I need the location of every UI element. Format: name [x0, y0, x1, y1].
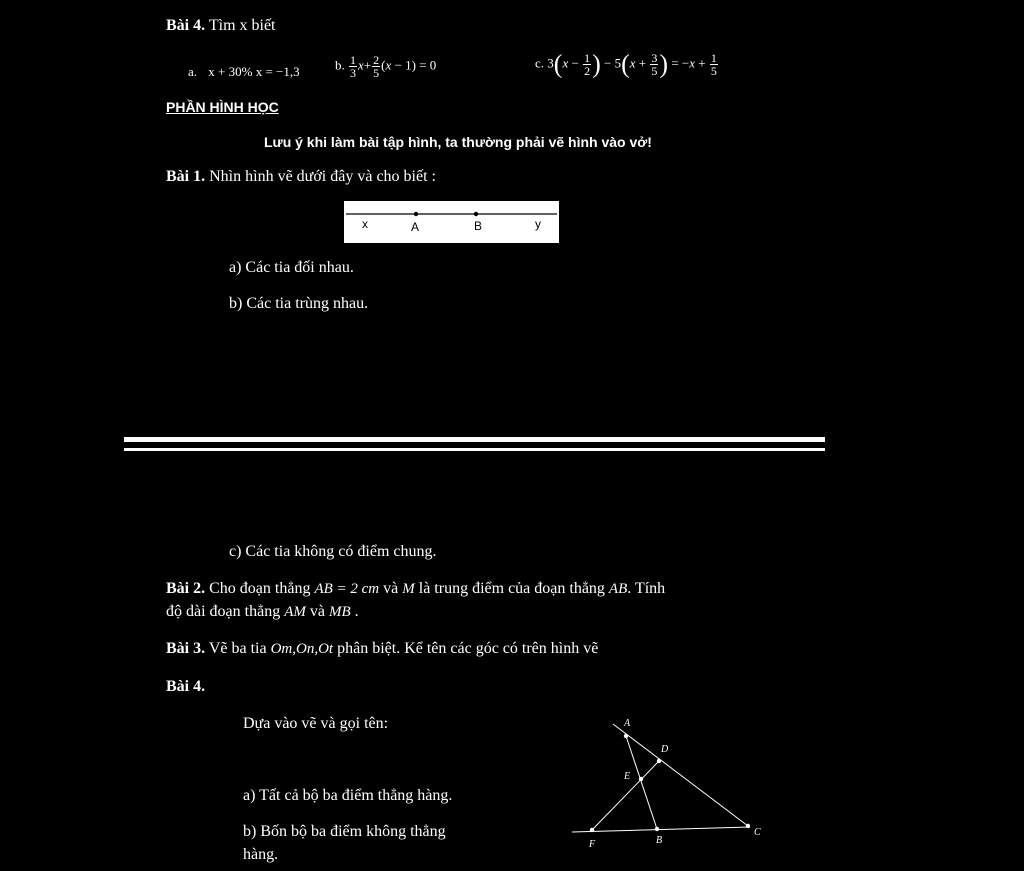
point-m: M — [402, 581, 415, 597]
exercise-1-text: Nhìn hình vẽ dưới đây và cho biết : — [209, 168, 436, 185]
exercise-4-part-b-line-1: b) Bốn bộ ba điểm không thẳng — [243, 823, 446, 840]
exercise-4-part-a: a) Tất cả bộ ba điểm thẳng hàng. — [243, 787, 453, 804]
point-f-dot — [590, 828, 594, 832]
point-a-dot — [414, 212, 418, 216]
exercise-1-statement — [166, 168, 436, 186]
segment-mb: MB — [328, 604, 351, 620]
exercise-3-text-cont: phân biệt. Kể tên các góc có trên hình vẽ — [337, 640, 599, 657]
exercise-2-text-end: . Tính — [627, 580, 666, 597]
exercise-2-text: Cho đoạn thẳng — [209, 580, 311, 597]
point-b-dot — [474, 212, 478, 216]
algebra-exercise-title — [166, 17, 276, 35]
equation-a — [188, 64, 300, 80]
exercise-1-part-a: a) Các tia đối nhau. — [229, 259, 354, 276]
exercise-3-number: Bài 3. — [166, 640, 206, 657]
equation-b: b. $\frac{1}{3}$ x+ $\frac{2}{5}$ (x − 1) = 0 — [335, 53, 437, 80]
exercise-2-text-line2: độ dài đoạn thẳng — [166, 603, 281, 620]
label-point-b: B — [656, 835, 663, 846]
exercise-4-part-b-line-2: hàng. — [243, 846, 279, 863]
exercise-1-part-b: b) Các tia trùng nhau. — [229, 295, 369, 312]
point-e-dot — [639, 777, 643, 781]
equation-c: c. 3(x − $\frac{1}{2}$ ) − 5(x + $\frac{3}{5}$ ) = −x + $\frac{1}{5}$ — [535, 49, 717, 79]
exercise-2-line-1 — [166, 580, 665, 598]
equation-b-label: b. — [335, 57, 345, 73]
label-x: x — [362, 217, 368, 231]
exercise-2-line-2 — [166, 603, 359, 621]
fraction-one-third: $\frac{1}{3}$ — [350, 53, 356, 80]
conjunction: và — [383, 580, 399, 597]
segment-am: AM — [284, 604, 306, 620]
rays-om-on-ot: Om,On,Ot — [270, 641, 334, 657]
fraction-one-half: $\frac{1}{2}$ — [584, 51, 591, 78]
fraction-three-fifths: $\frac{3}{5}$ — [651, 51, 658, 78]
exercise-3-text: Vẽ ba tia — [208, 640, 267, 657]
exercise-2-text-cont: là trung điểm của đoạn thẳng — [418, 580, 605, 597]
segment-ab: AB — [608, 581, 628, 597]
label-point-d: D — [661, 744, 669, 755]
geometry-heading: PHẦN HÌNH HỌC — [166, 99, 279, 115]
point-a-dot — [624, 734, 628, 738]
label-point-a: A — [624, 718, 631, 729]
label-a: A — [411, 220, 420, 234]
label-point-e: E — [624, 771, 631, 782]
exercise-1-number: Bài 1. — [166, 168, 206, 185]
exercise-4-number: Bài 4. — [166, 678, 206, 695]
fraction-one-fifth: $\frac{1}{5}$ — [710, 51, 717, 78]
period: . — [354, 603, 359, 620]
drawing-note: Lưu ý khi làm bài tập hình, ta thường phải vẽ hình vào vở! — [264, 134, 652, 150]
segment-ab-length: AB = 2 cm — [314, 581, 380, 597]
exercise-instruction: Tìm x biết — [208, 17, 276, 34]
label-b: B — [474, 219, 483, 233]
line-xy-figure — [344, 201, 559, 243]
exercise-2-number: Bài 2. — [166, 580, 206, 597]
page-separator-thin — [124, 448, 825, 451]
label-point-f: F — [589, 839, 596, 850]
page-separator-thick — [124, 437, 825, 442]
line-aeb — [626, 736, 657, 829]
line-fbc — [572, 827, 750, 832]
fraction-two-fifths: $\frac{2}{5}$ — [373, 53, 380, 80]
conjunction-2: và — [309, 603, 325, 620]
label-point-c: C — [754, 827, 761, 838]
point-c-dot — [746, 824, 750, 828]
point-d-dot — [657, 759, 661, 763]
equation-c-label: c. — [535, 55, 545, 71]
point-b-dot — [655, 827, 659, 831]
exercise-1-part-c: c) Các tia không có điểm chung. — [229, 543, 437, 560]
equation-a-expression: x + 30% x = −1,3 — [208, 64, 300, 79]
geometry-figure — [560, 715, 780, 860]
exercise-4-intro: Dựa vào vẽ và gọi tên: — [243, 715, 389, 732]
exercise-number: Bài 4. — [166, 17, 206, 34]
line-xy-diagram — [344, 201, 559, 243]
line-adc — [613, 724, 748, 826]
equation-a-label: a. — [188, 64, 198, 79]
label-y: y — [535, 217, 541, 231]
exercise-3-statement — [166, 640, 598, 658]
